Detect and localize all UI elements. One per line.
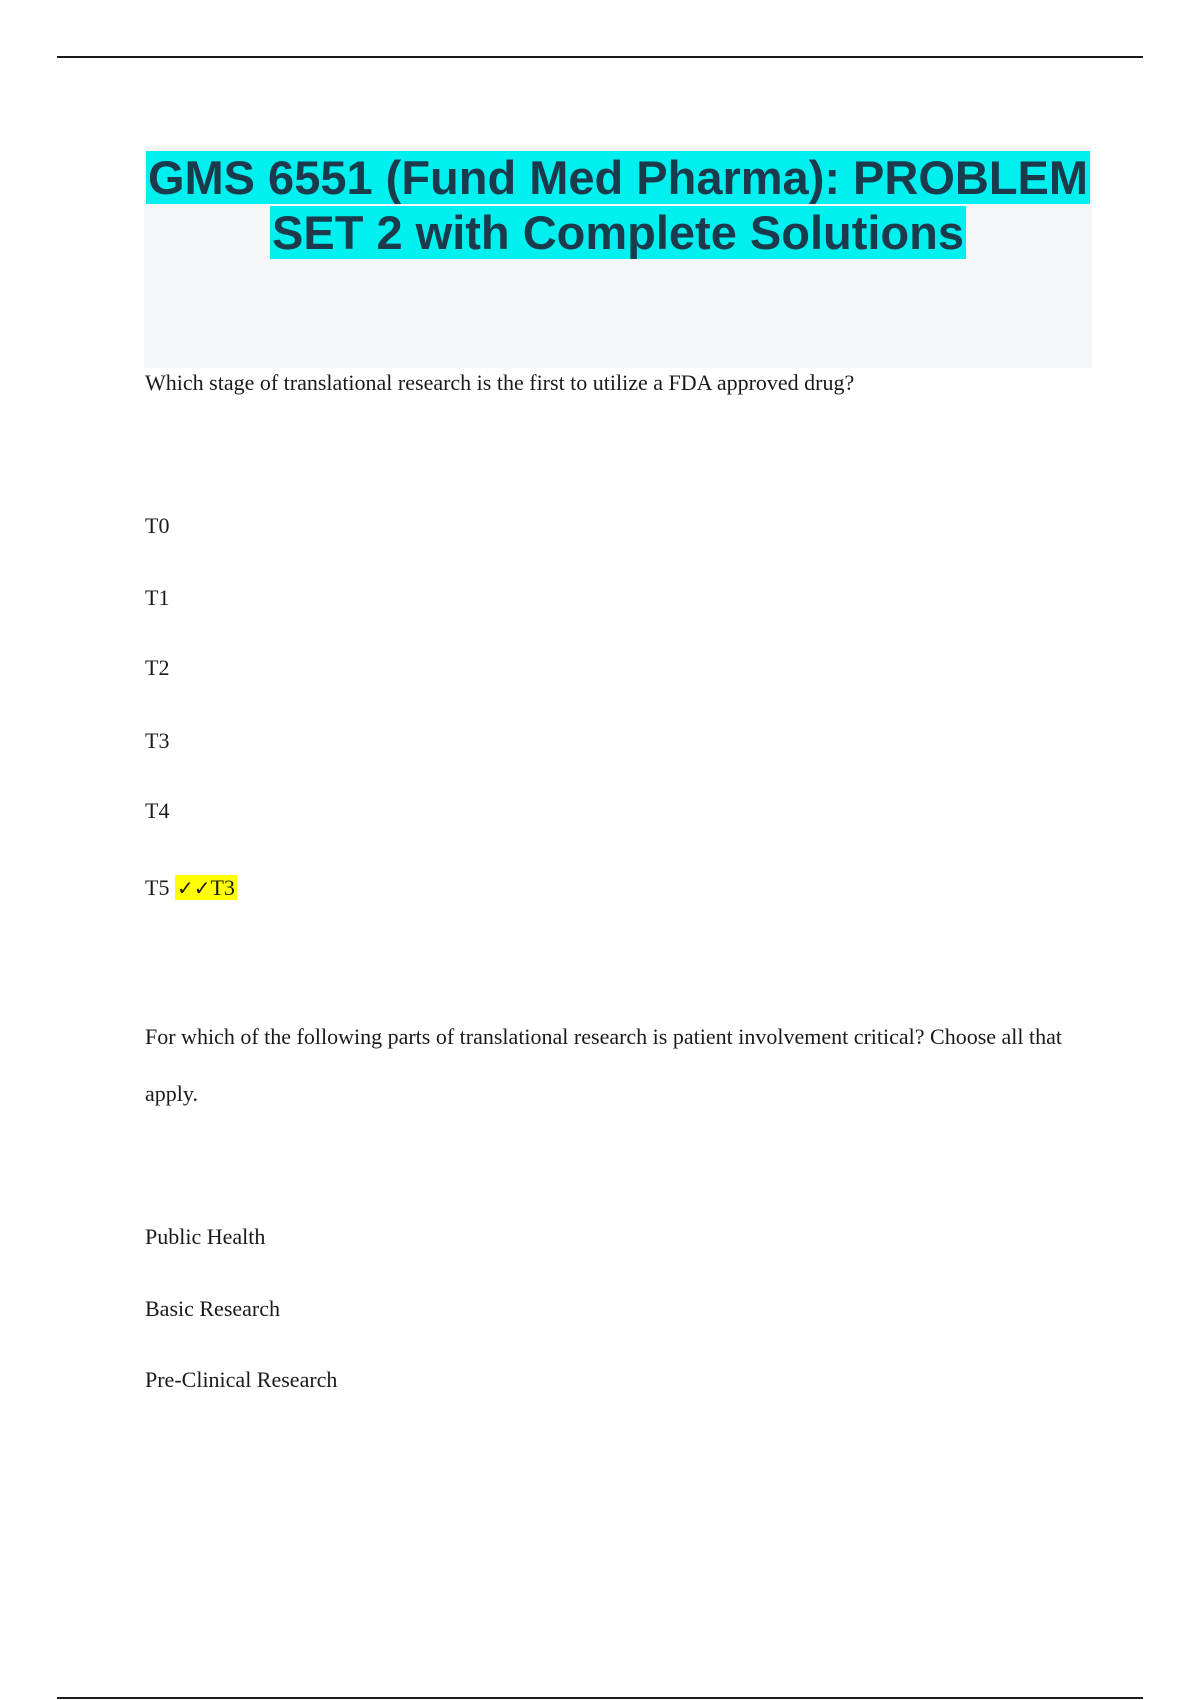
top-rule: [57, 56, 1143, 58]
option-t5-label: T5: [145, 875, 170, 900]
answer-highlight: [175, 875, 237, 900]
document-title: GMS 6551 (Fund Med Pharma): PROBLEM SET 2 with Complete Solutions: [147, 151, 1089, 259]
bottom-rule: [57, 1697, 1143, 1699]
question-1-option-t4: T4: [145, 798, 170, 823]
question-1-option-t0: T0: [145, 513, 170, 538]
check-icon: ✓✓: [176, 876, 211, 900]
question-2-option-basic-research: Basic Research: [145, 1296, 280, 1321]
question-1-option-t5: [145, 873, 237, 903]
question-2-text: For which of the following parts of translational research is patient involvement critical? Choose all that apply.: [145, 1024, 1063, 1106]
question-1-option-t3: T3: [145, 728, 170, 753]
question-2-option-pre-clinical-research: Pre-Clinical Research: [145, 1367, 338, 1392]
question-1-text: Which stage of translational research is the first to utilize a FDA approved drug?: [145, 370, 855, 395]
question-1-option-t2: T2: [145, 655, 170, 680]
question-2-option-public-health: Public Health: [145, 1224, 266, 1249]
question-1-option-t1: T1: [145, 585, 170, 610]
title-banner: [144, 146, 1092, 368]
answer-value: T3: [210, 875, 235, 900]
